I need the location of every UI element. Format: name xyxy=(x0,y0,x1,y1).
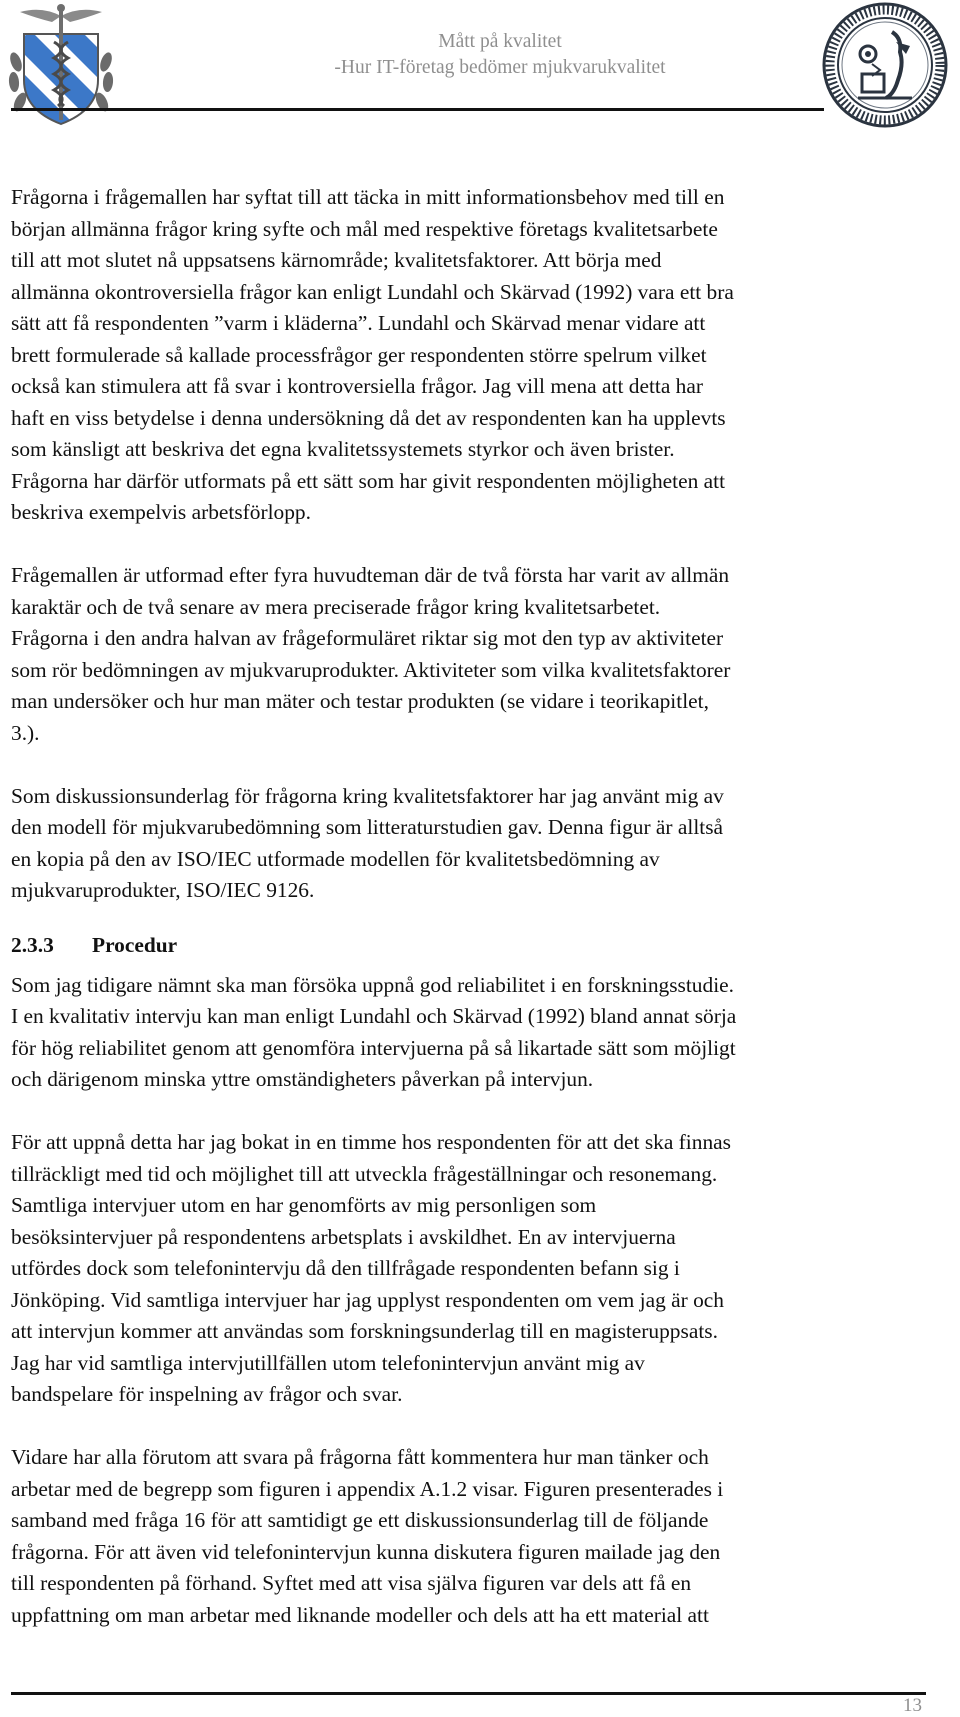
text-line: också kan stimulera att få svar i kontroversiella frågor. Jag vill mena att detta har xyxy=(11,374,703,398)
section-heading xyxy=(11,930,926,962)
text-line: början allmänna frågor kring syfte och mål med respektive företags kvalitetsarbete xyxy=(11,216,718,241)
text-line: Som jag tidigare nämnt ska man försöka uppnå god reliabilitet i en forskningsstudie. xyxy=(11,972,734,997)
text-line: Samtliga intervjuer utom en har genomförts av mig personligen som xyxy=(11,1193,597,1217)
text-line: den modell för mjukvarubedömning som litteraturstudien gav. Denna figur är alltså xyxy=(11,815,724,839)
text-line: som rör bedömningen av mjukvaruprodukter. Aktiviteter som vilka kvalitetsfaktorer xyxy=(11,657,731,682)
header-rule xyxy=(11,108,824,111)
text-line: Frågorna i den andra halvan av frågeformuläret riktar sig mot den typ av aktiviteter xyxy=(11,626,724,650)
page-header xyxy=(0,0,960,130)
text-line: utfördes dock som telefonintervju då den tillfrågade respondenten befann sig i xyxy=(11,1256,680,1280)
paragraph xyxy=(11,182,926,529)
text-line: till respondenten på förhand. Syftet med att visa själva figuren var dels att få en xyxy=(11,1571,692,1595)
text-line: tillräckligt med tid och möjlighet till att utveckla frågeställningar och resonemang. xyxy=(11,1161,718,1186)
text-line: Som diskussionsunderlag för frågorna kring kvalitetsfaktorer har jag använt mig av xyxy=(11,783,724,808)
text-line: att intervjun kommer att användas som forskningsunderlag till en magisteruppsats. xyxy=(11,1319,718,1343)
text-line: Jönköping. Vid samtliga intervjuer har jag upplyst respondenten om vem jag är och xyxy=(11,1287,724,1312)
text-line: samband med fråga 16 för att samtidigt ge ett diskussionsunderlag till de följande xyxy=(11,1508,709,1532)
text-line: frågorna. För att även vid telefonintervjun kunna diskutera figuren mailade jag den xyxy=(11,1539,721,1564)
section-title: Procedur xyxy=(92,933,178,957)
university-seal xyxy=(822,2,948,128)
text-line: uppfattning om man arbetar med liknande modeller och dels att ha ett material att xyxy=(11,1602,709,1627)
paragraph xyxy=(11,1442,926,1631)
paragraph xyxy=(11,560,926,749)
text-line: Vidare har alla förutom att svara på frågorna fått kommentera hur man tänker och xyxy=(11,1445,709,1469)
text-line: brett formulerade så kallade processfrågor ger respondenten större spelrum vilket xyxy=(11,342,707,367)
header-title: Mått på kvalitet xyxy=(438,31,562,52)
text-line: allmänna okontroversiella frågor kan enligt Lundahl och Skärvad (1992) vara ett bra xyxy=(11,279,734,304)
text-line: Frågorna i frågemallen har syftat till att täcka in mitt informationsbehov med till en xyxy=(11,185,725,209)
text-line: till att mot slutet nå uppsatsens kärnområde; kvalitetsfaktorer. Att börja med xyxy=(11,248,662,272)
text-line: Jag har vid samtliga intervjutillfällen utom telefonintervjun använt mig av xyxy=(11,1350,645,1375)
text-line: mjukvaruprodukter, ISO/IEC 9126. xyxy=(11,878,315,902)
text-line: man undersöker och hur man mäter och testar produkten (se vidare i teorikapitlet, xyxy=(11,689,709,713)
paragraph xyxy=(11,970,926,1096)
text-line: beskriva exempelvis arbetsförlopp. xyxy=(11,500,311,524)
text-line: besöksintervjuer på respondentens arbetsplats i avskildhet. En av intervjuerna xyxy=(11,1224,676,1249)
text-line: för hög reliabilitet genom att genomföra intervjuerna på så likartade sätt som möjligt xyxy=(11,1035,736,1060)
text-line: I en kvalitativ intervju kan man enligt Lundahl och Skärvad (1992) bland annat sörja xyxy=(11,1004,737,1028)
text-line: Frågemallen är utformad efter fyra huvudteman där de två första har varit av allmän xyxy=(11,563,730,587)
paragraph xyxy=(11,781,926,907)
footer-rule xyxy=(11,1692,926,1695)
section-number: 2.3.3 xyxy=(11,933,54,957)
header-subtitle: -Hur IT-företag bedömer mjukvarukvalitet xyxy=(334,57,666,78)
text-line: bandspelare för inspelning av frågor och svar. xyxy=(11,1382,403,1406)
text-line: 3.). xyxy=(11,720,40,745)
text-line: För att uppnå detta har jag bokat in en timme hos respondenten för att det ska finnas xyxy=(11,1130,731,1154)
text-line: haft en viss betydelse i denna undersökning då det av respondenten kan ha upplevts xyxy=(11,405,726,430)
text-line: Frågorna har därför utformats på ett sätt som har givit respondenten möjligheten att xyxy=(11,468,726,493)
text-line: en kopia på den av ISO/IEC utformade modellen för kvalitetsbedömning av xyxy=(11,846,660,871)
page-number: 13 xyxy=(903,1695,922,1716)
text-line: karaktär och de två senare av mera preciserade frågor kring kvalitetsarbetet. xyxy=(11,594,661,619)
document-body xyxy=(11,182,926,1663)
text-line: och därigenom minska yttre omständigheters påverkan på intervjun. xyxy=(11,1067,594,1091)
text-line: som känsligt att beskriva det egna kvalitetssystemets styrkor och även brister. xyxy=(11,437,675,461)
text-line: sätt att få respondenten ”varm i kläderna”. Lundahl och Skärvad menar vidare att xyxy=(11,311,706,335)
text-line: arbetar med de begrepp som figuren i appendix A.1.2 visar. Figuren presenterades i xyxy=(11,1476,724,1501)
paragraph xyxy=(11,1127,926,1411)
